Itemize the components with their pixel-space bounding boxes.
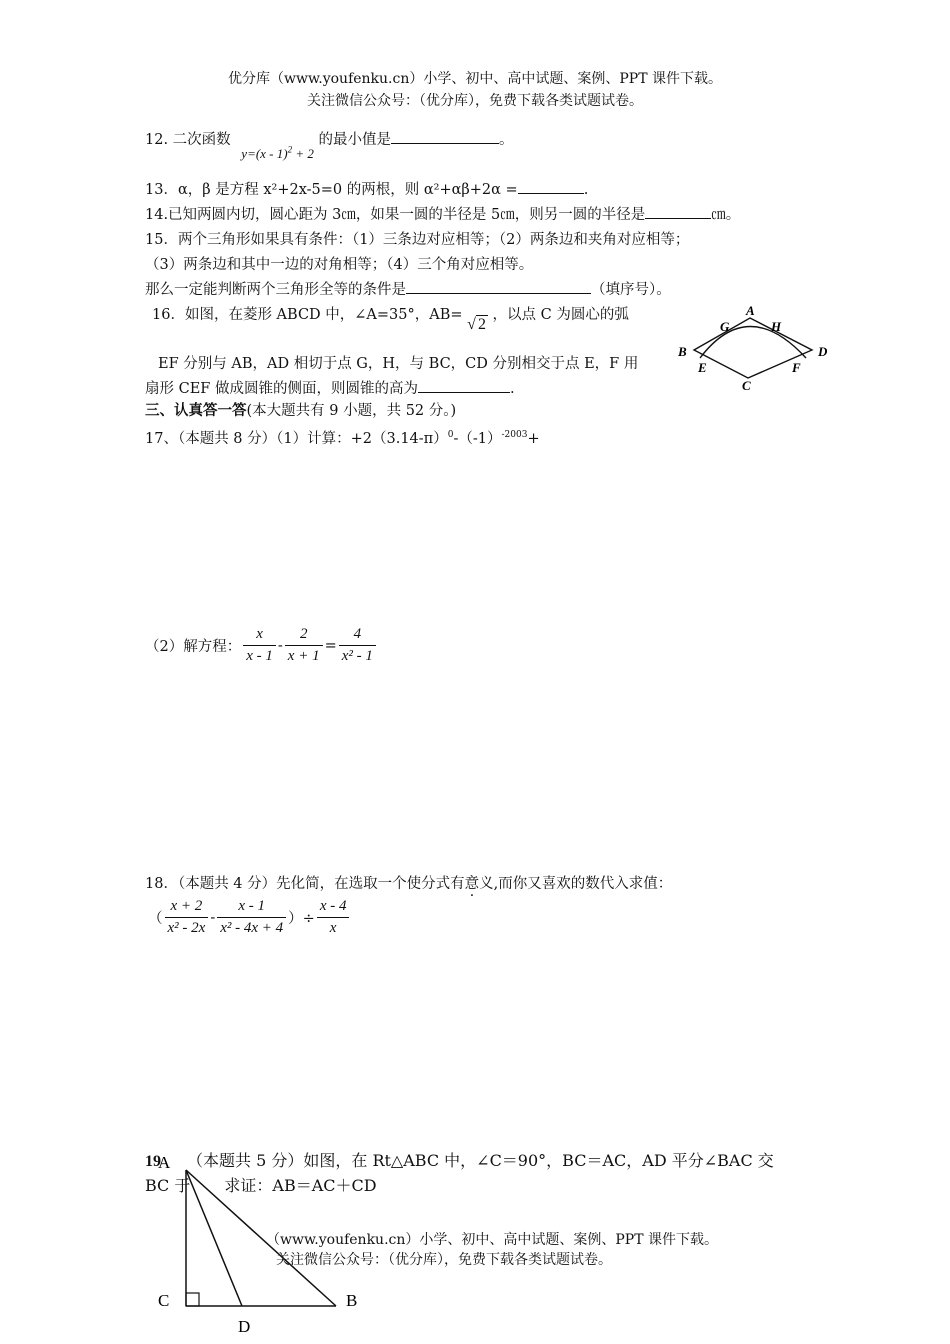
q17-f2-den: x + 1 [287,648,320,664]
q17-part2-label: （2）解方程： [145,639,242,655]
q19-number: 19 [145,1153,161,1170]
q12-suffix: 的最小值是 [318,132,391,148]
header-line-2: 关注微信公众号：（优分库），免费下载各类试题试卷。 [307,93,643,109]
q18-minus: - [210,909,216,926]
q12-formula-rest: =(x - 1) [247,146,288,161]
q16-end: . [509,381,515,397]
right-angle-mark [186,1293,199,1306]
q12-formula-y: y [241,146,248,161]
q18-fraction-c [317,898,350,937]
q15-line-1: 15．两个三角形如果具有条件：（1）三条边对应相等；（2）两条边和夹角对应相等； [145,232,690,248]
question-14 [145,203,740,224]
label-d: D [818,344,828,359]
q17-equals: = [324,637,337,654]
q16-answer-blank[interactable] [418,378,510,393]
q15-prompt: 那么一定能判断两个三角形全等的条件是 [145,282,406,298]
section-3-note: (本大题共有 9 小题，共 52 分。) [246,403,457,419]
label-d: D [238,1317,251,1336]
header-line-1: 优分库（www.youfenku.cn）小学、初中、高中试题、案例、PPT 课件下载。 [227,71,722,87]
q17-f3-num: 4 [339,626,376,646]
label-a: A [158,1153,171,1172]
q18-fraction-b [217,898,286,937]
q17-f2-num: 2 [285,626,323,646]
q13-text: 13．α，β 是方程 x²+2x-5=0 的两根，则 α²+αβ+2α = [145,182,518,198]
q15-answer-blank[interactable] [406,279,591,294]
q16-sqrt: √ 2 [467,316,486,333]
q12-formula-tail: + 2 [292,146,314,161]
q19-text-1: （本题共 5 分）如图，在 Rt△ABC 中，∠C＝90°，BC＝AC，AD 平分∠BAC 交 [187,1151,774,1170]
q18-left-paren: （ [148,911,163,927]
q18-b-den: x² - 4x + 4 [220,920,284,936]
q16-prompt: 扇形 CEF 做成圆锥的侧面，则圆锥的高为 [145,381,418,397]
q18-line-1 [145,872,672,893]
q18-c-num: x - 4 [317,898,350,918]
q16-line-3 [145,377,515,398]
q18-expression [148,898,351,937]
q17-line-1 [145,427,540,448]
q14-text: 14.已知两圆内切，圆心距为 3㎝，如果一圆的半径是 5㎝，则另一圆的半径是 [145,207,646,223]
q17-f1-num: x [243,626,276,646]
q15-end: （填序号）。 [591,282,671,298]
q17-fraction-3 [339,626,376,665]
q19-text-2b: 求证：AB＝AC＋CD [224,1176,377,1195]
q17-exp-0: 0 [447,430,454,441]
q17-fraction-2 [285,626,323,665]
q15-line-2: （3）两条边和其中一边的对角相等；（4）三个角对应相等。 [145,257,534,273]
footer-line-1: （www.youfenku.cn）小学、初中、高中试题、案例、PPT 课件下载。 [266,1232,719,1248]
q17-text-c: + [527,431,540,447]
section-3-title: 三、认真答一答 [145,402,247,419]
q18-a-num: x + 2 [165,898,209,918]
label-c: C [158,1291,170,1310]
q18-a-den: x² - 2x [167,920,206,936]
q18-fraction-a [165,898,209,937]
q18-c-den: x [329,920,337,936]
q18-b-num: x - 1 [217,898,286,918]
q17-text-a: 17、（本题共 8 分）（1）计算：+2（3.14-π） [145,431,448,447]
q17-part-2 [145,626,378,665]
q16-text-b: ，以点 C 为圆心的弧 [492,307,629,323]
rhombus-figure [670,300,840,395]
q18-dotted-text: 有意义 [450,876,494,892]
q16-line-1 [152,303,629,333]
label-h: H [771,319,782,334]
bisector-ad [186,1170,242,1306]
q18-right-paren-div: ）÷ [288,911,315,927]
q18-text-b: ,而你又喜欢的数代入求值： [493,876,673,892]
q17-f3-den: x² - 1 [341,648,373,664]
q19-text-2a: BC 于 [145,1176,191,1195]
q12-prefix: 12. 二次函数 [145,132,231,148]
question-12 [145,128,514,161]
label-c: C [742,378,751,393]
q17-minus: - [277,637,283,654]
q12-answer-blank[interactable] [391,129,499,144]
footer-line-2: 关注微信公众号：（优分库），免费下载各类试题试卷。 [276,1252,612,1268]
q13-end: . [583,182,589,198]
label-f: F [792,360,801,375]
q14-end: ㎝。 [711,207,741,223]
q17-fraction-1 [243,626,276,665]
q17-text-b: -（-1） [453,431,502,447]
label-a: A [746,303,755,318]
q17-exp-2003: -2003 [501,430,528,441]
q16-text-a: 16．如图，在菱形 ABCD 中，∠A=35°，AB= [152,307,463,323]
q17-f1-den: x - 1 [246,648,273,664]
q15-line-3 [145,278,671,299]
label-e: E [698,360,707,375]
label-g: G [720,319,730,334]
q18-text-a: 18．（本题共 4 分）先化简，在选取一个使分式 [145,876,451,892]
q12-formula [241,146,314,161]
q12-end: 。 [498,132,514,148]
q14-answer-blank[interactable] [645,204,711,219]
q16-line-2: EF 分别与 AB，AD 相切于点 G，H，与 BC，CD 分别相交于点 E，F 用 [158,356,639,372]
q12-formula-sq: 2 [287,144,293,155]
question-13 [145,178,588,199]
label-b: B [678,344,687,359]
q16-sqrt-value: 2 [477,316,486,333]
arc-ef [700,327,806,359]
label-b: B [346,1291,358,1310]
q13-answer-blank[interactable] [518,179,584,194]
section-3-heading [145,399,456,420]
